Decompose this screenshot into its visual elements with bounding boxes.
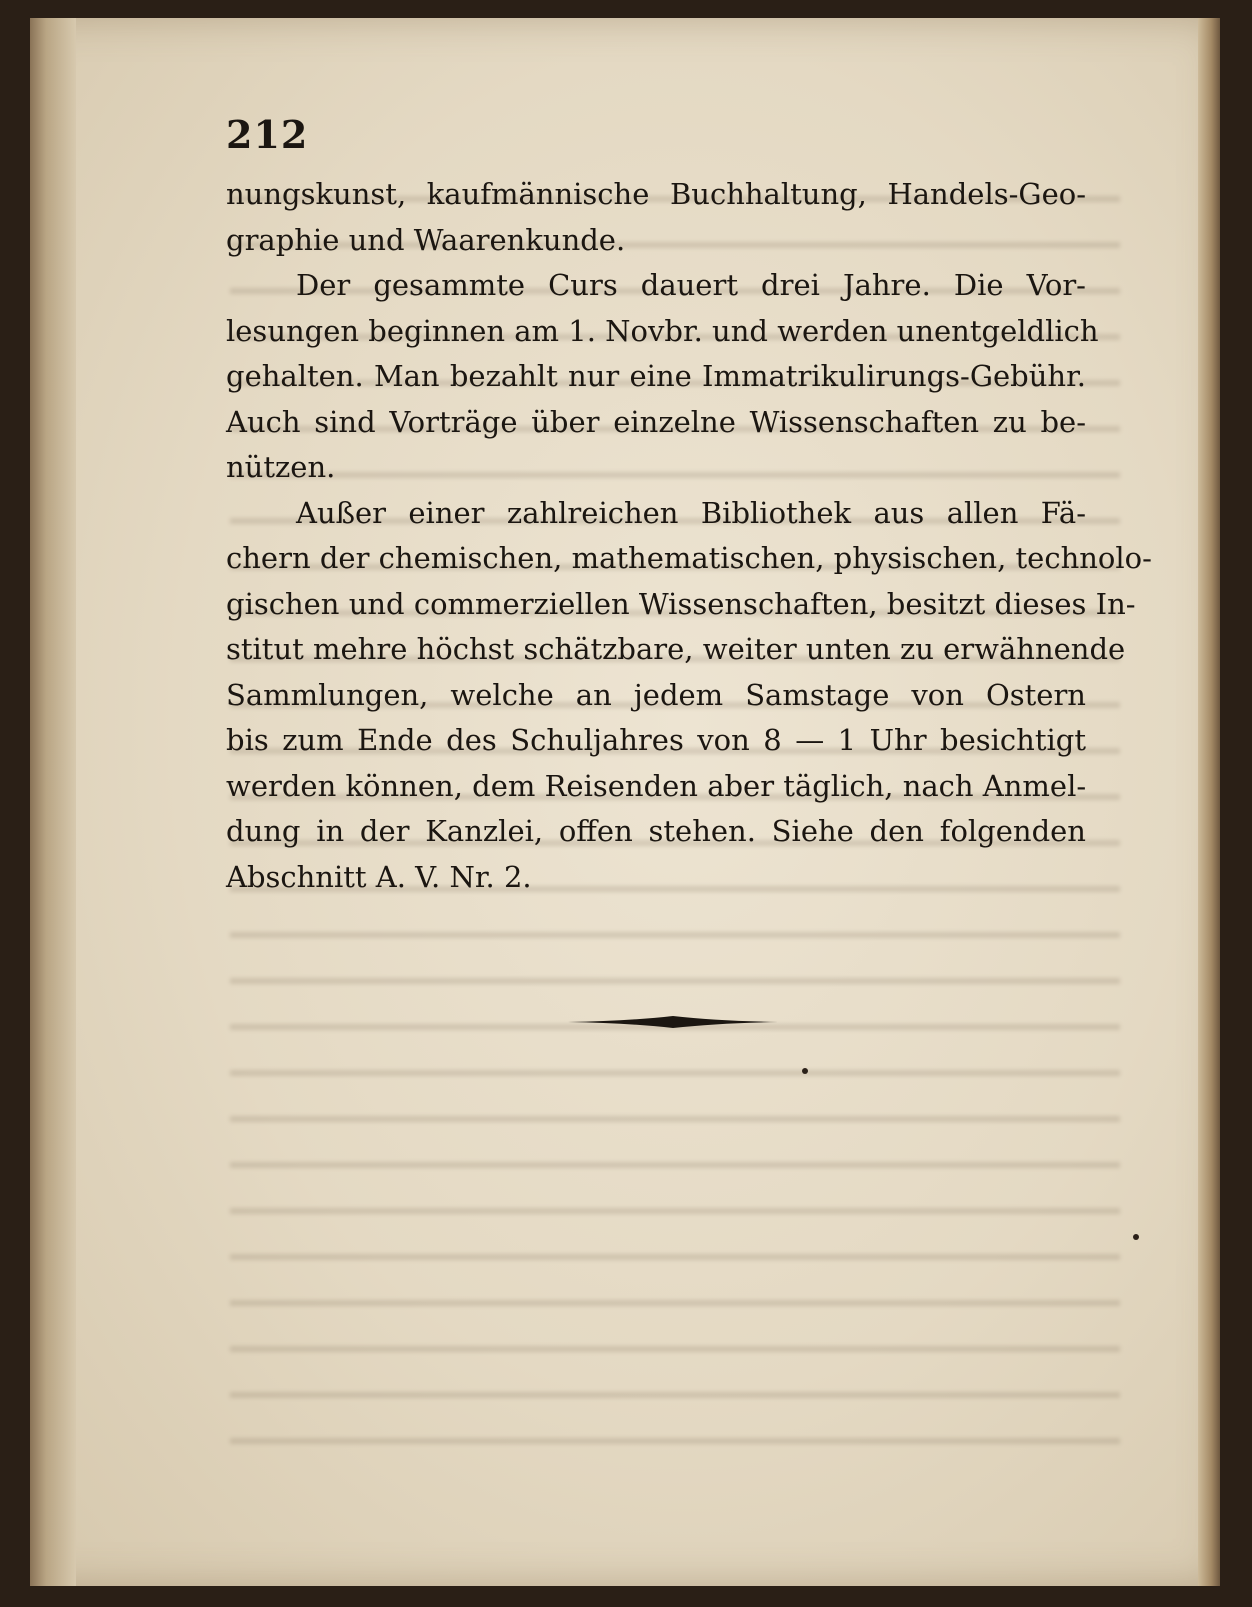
text-line: Abschnitt A. V. Nr. 2. [226,859,532,894]
page-edge [1198,18,1220,1586]
body-text [226,172,1152,900]
text-line: werden können, dem Reisenden aber täglich, nach Anmel- [226,768,1087,803]
text-line: nungskunst, kaufmännische Buchhaltung, Handels-Geo- [226,177,1086,211]
text-line: gehalten. Man bezahlt nur eine Immatrikulirungs-Gebühr. [226,359,1086,393]
text-line: graphie und Waarenkunde. [226,222,626,257]
text-line: gischen und commerziellen Wissenschaften, besitzt dieses In- [226,586,1136,621]
section-end-rule [568,1010,778,1034]
text-line: bis zum Ende des Schuljahres von 8 — 1 Uhr besichtigt [226,723,1086,757]
page-gutter [30,18,76,1586]
text-line: stitut mehre höchst schätzbare, weiter unten zu erwähnende [226,632,1126,666]
text-line: Sammlungen, welche an jedem Samstage von Ostern [226,677,1086,712]
text-line: dung in der Kanzlei, offen stehen. Siehe den folgenden [226,814,1086,848]
text-line: nützen. [226,450,336,484]
text-line: Auch sind Vorträge über einzelne Wissenschaften zu be- [226,404,1086,439]
ink-speck [1133,1234,1139,1240]
text-line: lesungen beginnen am 1. Novbr. und werden unentgeldlich [226,313,1099,348]
page-number: 212 [226,112,309,157]
ink-speck [802,1068,808,1074]
text-line: Der gesammte Curs dauert drei Jahre. Die Vor- [296,268,1086,302]
text-line: Außer einer zahlreichen Bibliothek aus allen Fä- [296,495,1086,530]
text-line: chern der chemischen, mathematischen, physischen, technolo- [226,541,1152,575]
